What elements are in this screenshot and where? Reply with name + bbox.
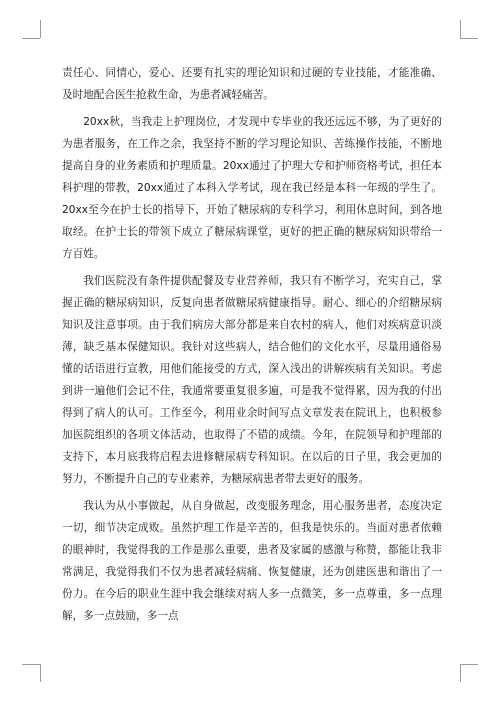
paragraph-2: 20xx秋，当我走上护理岗位，才发现中专毕业的我还远远不够，为了更好的为患者服务，在工作之余，我坚持不断的学习理论知识、苦练操作技能，不断地提高自身的业务素质和护理质量。20xx通过了护理大专和护师资格考试，担任本科护理的带教，20xx通过了本科入学考试，现在我已经是本科一年级的学生了。20xx至今在护士长的指导下，开始了糖尿病的专科学习，利用休息时间，到各地取经。在护士长的带领下成立了糖尿病课堂，更好的把正确的糖尿病知识带给一方百姓。 xyxy=(62,116,442,260)
paragraph-3: 我们医院没有条件提供配餐及专业营养师，我只有不断学习，充实自己，掌握正确的糖尿病知识，反复向患者做糖尿病健康指导。耐心、细心的介绍糖尿病知识及注意事项。由于我们病房大部分都是来自农村的病人，他们对疾病意识淡薄，缺乏基本保健知识。我针对这些病人，结合他们的文化水平，尽量用通俗易懂的话语进行宣教，用他们能接受的方式，深入浅出的讲解疾病有关知识。考虑到讲一遍他们会记不住，我通常要重复很多遍，可是我不觉得累，因为我的付出得到了病人的认可。工作至今，利用业余时间写点文章发表在院讯上，也积极参加医院组织的各项文体活动，也取得了不错的成绩。今年，在院领导和护理部的支持下，本月底我将启程去进修糖尿病专科知识。在以后的日子里，我会更加的努力，不断提升自己的专业素养，为糖尿病患者带去更好的服务。 xyxy=(62,275,442,485)
paragraph-4: 我认为从小事做起，从自身做起，改变服务理念，用心服务患者，态度决定一切，细节决定成败。虽然护理工作是辛苦的，但我是快乐的。当面对患者依赖的眼神时，我觉得我的工作是那么重要，患者及家属的感激与称赞，都能让我非常满足，我觉得我们不仅为患者减轻病痛、恢复健康，还为创建医患和谐出了一份力。在今后的职业生涯中我会继续对病人多一点微笑，多一点尊重，多一点理解，多一点鼓励，多一点 xyxy=(62,500,442,622)
document-body xyxy=(62,62,442,627)
paragraph-1: 责任心、同情心，爱心、还要有扎实的理论知识和过硬的专业技能，才能准确、及时地配合医生抢救生命，为患者减轻痛苦。 xyxy=(62,67,442,101)
